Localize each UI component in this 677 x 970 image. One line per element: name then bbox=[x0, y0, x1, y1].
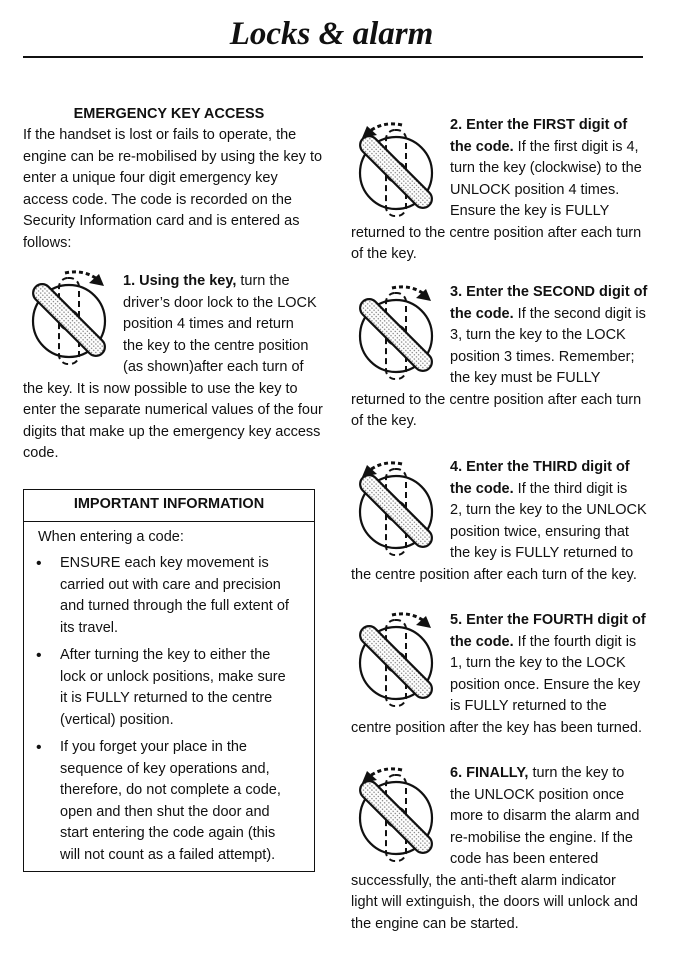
bullet-line: therefore, do not complete a code, bbox=[60, 782, 281, 798]
important-bullet bbox=[36, 645, 306, 731]
step-4-label-cont: the code. bbox=[450, 480, 514, 497]
step-line: Ensure the key is FULLY bbox=[450, 203, 610, 219]
step-line: is FULLY returned to the bbox=[450, 698, 607, 714]
emergency-intro bbox=[23, 125, 323, 254]
step-2-label-cont: the code. bbox=[450, 138, 514, 155]
important-bullet bbox=[36, 553, 306, 639]
step-line: UNLOCK position 4 times. bbox=[450, 181, 620, 198]
step-line: code has been entered bbox=[450, 851, 599, 867]
step-line: the key to the centre position bbox=[123, 337, 309, 354]
important-info-intro: When entering a code: bbox=[38, 529, 184, 545]
bullet-icon: • bbox=[36, 555, 42, 572]
step-line: 2, turn the key to the UNLOCK bbox=[450, 502, 647, 518]
step-line: the engine can be started. bbox=[351, 915, 519, 932]
important-info-heading: IMPORTANT INFORMATION bbox=[24, 490, 314, 522]
step-line: position once. Ensure the key bbox=[450, 676, 641, 693]
step-line: 3, turn the key to the LOCK bbox=[450, 327, 626, 343]
step-line: the UNLOCK position once bbox=[450, 786, 625, 803]
step-5 bbox=[351, 610, 651, 739]
bullet-line: and turned through the full extent of bbox=[60, 598, 289, 614]
step-line: turn the key (clockwise) to the bbox=[450, 160, 642, 176]
step-line: the key is FULLY returned to bbox=[450, 545, 634, 561]
step-line: (as shown)after each turn of bbox=[123, 359, 304, 375]
intro-line: access code. The code is recorded on the bbox=[23, 191, 292, 208]
bullet-line: it is FULLY returned to the centre bbox=[60, 690, 273, 706]
step-line: of the key. bbox=[351, 413, 417, 429]
bullet-line: sequence of key operations and, bbox=[60, 760, 270, 777]
intro-line: If the handset is lost or fails to operate, the bbox=[23, 127, 297, 143]
step-line: If the fourth digit is bbox=[513, 633, 637, 650]
step-line: returned to the centre position after each turn bbox=[351, 224, 642, 241]
step-line: 1, turn the key to the LOCK bbox=[450, 655, 626, 671]
step-2 bbox=[351, 115, 651, 266]
step-line: the key. It is now possible to use the key to bbox=[23, 380, 298, 397]
title-rule bbox=[23, 56, 643, 58]
step-5-label: 5. Enter the FOURTH digit of bbox=[450, 612, 646, 628]
step-line: more to disarm the alarm and bbox=[450, 808, 640, 824]
step-line: of the key. bbox=[351, 246, 417, 262]
step-line: position 3 times. Remember; bbox=[450, 348, 635, 365]
bullet-line: open and then shut the door and bbox=[60, 803, 270, 820]
intro-line: enter a unique four digit emergency key bbox=[23, 170, 278, 186]
step-3-label: 3. Enter the SECOND digit of bbox=[450, 284, 648, 300]
intro-line: Security Information card and is entered as bbox=[23, 213, 300, 229]
step-line: re-mobilise the engine. If the bbox=[450, 829, 633, 846]
bullet-line: carried out with care and precision bbox=[60, 576, 281, 593]
bullet-line: start entering the code again (this bbox=[60, 825, 276, 841]
bullet-icon: • bbox=[36, 647, 42, 664]
bullet-line: If you forget your place in the bbox=[60, 739, 247, 755]
bullet-line: lock or unlock positions, make sure bbox=[60, 668, 286, 685]
step-3 bbox=[351, 282, 651, 433]
step-line: driver’s door lock to the LOCK bbox=[123, 294, 317, 311]
step-6-label: 6. FINALLY, bbox=[450, 765, 529, 781]
intro-line: engine can be re-mobilised by using the key to bbox=[23, 148, 323, 165]
intro-line: follows: bbox=[23, 234, 72, 251]
bullet-line: will not count as a failed attempt). bbox=[60, 846, 276, 863]
bullet-line: its travel. bbox=[60, 619, 119, 636]
step-line: returned to the centre position after each turn bbox=[351, 391, 642, 408]
step-4 bbox=[351, 457, 651, 586]
step-3-label-cont: the code. bbox=[450, 305, 514, 322]
bullet-line: ENSURE each key movement is bbox=[60, 555, 269, 571]
emergency-heading: EMERGENCY KEY ACCESS bbox=[73, 106, 265, 122]
bullet-line: (vertical) position. bbox=[60, 711, 174, 728]
important-bullet bbox=[36, 737, 306, 866]
step-line: the key must be FULLY bbox=[450, 370, 601, 386]
step-line: centre position after the key has been turned. bbox=[351, 719, 642, 736]
bullet-icon: • bbox=[36, 739, 42, 756]
step-line: digits that make up the emergency key access bbox=[23, 423, 321, 440]
step-4-label: 4. Enter the THIRD digit of bbox=[450, 459, 630, 475]
step-5-label-cont: the code. bbox=[450, 633, 514, 650]
step-line: code. bbox=[23, 445, 59, 461]
step-line: position 4 times and return bbox=[123, 316, 294, 332]
step-line: successfully, the anti-theft alarm indicator bbox=[351, 872, 616, 889]
step-line: the centre position after each turn of the key. bbox=[351, 566, 637, 583]
step-1-label: 1. Using the key, bbox=[123, 273, 237, 289]
step-2-label: 2. Enter the FIRST digit of bbox=[450, 117, 628, 133]
bullet-line: After turning the key to either the bbox=[60, 647, 271, 663]
step-line: If the second digit is bbox=[513, 305, 646, 322]
step-line: position twice, ensuring that bbox=[450, 523, 629, 540]
step-6 bbox=[351, 763, 651, 935]
step-line: turn the bbox=[236, 273, 290, 289]
important-info-box bbox=[23, 489, 315, 872]
step-line: If the third digit is bbox=[513, 480, 628, 497]
page-title: Locks & alarm bbox=[229, 16, 434, 52]
step-line: turn the key to bbox=[528, 765, 625, 781]
step-line: If the first digit is 4, bbox=[513, 138, 639, 155]
step-line: enter the separate numerical values of the four bbox=[23, 402, 323, 418]
step-line: light will extinguish, the doors will unlock and bbox=[351, 894, 638, 910]
step-1 bbox=[23, 271, 323, 465]
